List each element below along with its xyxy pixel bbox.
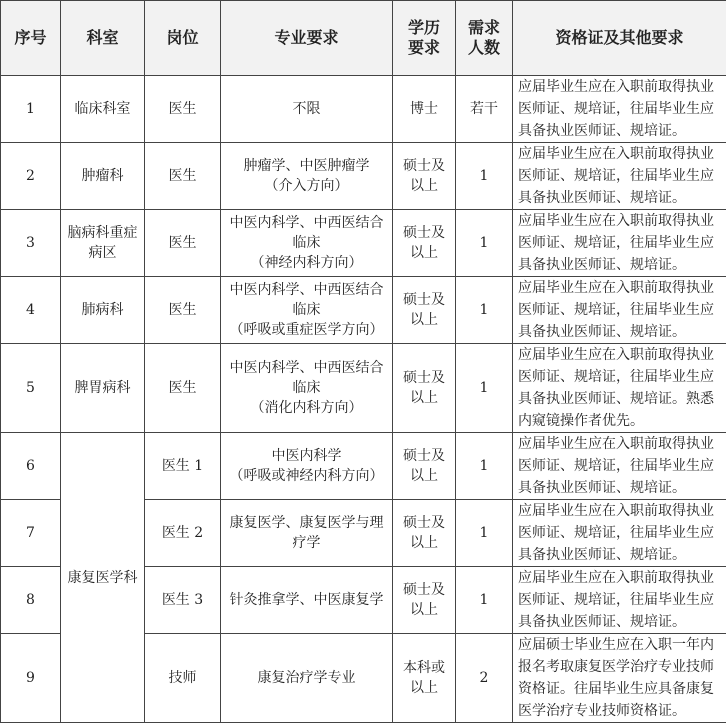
header-dept: 科室 [61, 1, 145, 76]
major-line: 中医内科学、中西医结合 [229, 360, 384, 376]
cell-no: 2 [1, 143, 61, 210]
cell-education [393, 76, 456, 143]
cell-cert: 应届毕业生应在入职前取得执业医师证、规培证，往届毕业生应具备执业医师证、规培证。 [513, 500, 726, 567]
major-line: 康复治疗学专业 [257, 670, 356, 686]
education-line: 硕士及 [403, 292, 445, 308]
cell-major [221, 433, 393, 500]
cell-count: 1 [456, 567, 513, 634]
cell-position: 医生 2 [145, 500, 221, 567]
table-row [1, 277, 726, 344]
cell-no: 8 [1, 567, 61, 634]
cell-count: 1 [456, 277, 513, 344]
major-line: （介入方向） [264, 178, 349, 194]
table-row [1, 433, 726, 500]
major-line: 临床 [292, 380, 321, 396]
education-line: 以上 [410, 178, 438, 194]
cell-position: 医生 1 [145, 433, 221, 500]
cell-education [393, 634, 456, 723]
education-line: 硕士及 [403, 370, 445, 386]
table-row [1, 143, 726, 210]
cell-no: 7 [1, 500, 61, 567]
cell-count: 若干 [456, 76, 513, 143]
cell-education [393, 210, 456, 277]
cell-cert: 应届毕业生应在入职前取得执业医师证、规培证，往届毕业生应具备执业医师证、规培证。 [513, 433, 726, 500]
cell-count: 1 [456, 210, 513, 277]
header-cert: 资格证及其他要求 [513, 1, 726, 76]
cell-dept: 肺病科 [61, 277, 145, 344]
major-line: （消化内科方向） [250, 400, 363, 416]
cell-education [393, 567, 456, 634]
header-education [393, 1, 456, 76]
cell-cert: 应届毕业生应在入职前取得执业医师证、规培证，往届毕业生应具备执业医师证、规培证。熟悉内窥镜操作者优先。 [513, 344, 726, 433]
header-count-line1: 需求 [467, 18, 500, 37]
header-no: 序号 [1, 1, 61, 76]
cell-major [221, 344, 393, 433]
major-line: （呼吸或重症医学方向） [229, 322, 384, 338]
cell-education [393, 344, 456, 433]
cell-position: 医生 3 [145, 567, 221, 634]
cell-no: 3 [1, 210, 61, 277]
cell-position: 医生 [145, 277, 221, 344]
cell-no: 6 [1, 433, 61, 500]
major-line: 临床 [292, 302, 321, 318]
cell-dept: 脾胃病科 [61, 344, 145, 433]
major-line: 中医内科学、中西医结合 [229, 215, 384, 231]
cell-cert: 应届毕业生应在入职前取得执业医师证、规培证，往届毕业生应具备执业医师证、规培证。 [513, 143, 726, 210]
cell-position: 医生 [145, 210, 221, 277]
cell-count: 1 [456, 143, 513, 210]
cell-dept: 临床科室 [61, 76, 145, 143]
major-line: 针灸推拿学、中医康复学 [229, 592, 384, 608]
education-line: 以上 [410, 390, 438, 406]
education-line: 博士 [410, 101, 438, 117]
cell-count: 2 [456, 634, 513, 723]
cell-dept [61, 210, 145, 277]
cell-position: 技师 [145, 634, 221, 723]
header-count-line2: 人数 [467, 38, 500, 57]
cell-count: 1 [456, 500, 513, 567]
cell-education [393, 433, 456, 500]
cell-cert: 应届毕业生应在入职前取得执业医师证、规培证，往届毕业生应具备执业医师证、规培证。 [513, 210, 726, 277]
table-row [1, 76, 726, 143]
cell-major [221, 634, 393, 723]
dept-line: 脑病科重症 [67, 225, 138, 241]
cell-no: 1 [1, 76, 61, 143]
table-row [1, 210, 726, 277]
major-line: 不限 [292, 101, 321, 117]
education-line: 以上 [410, 602, 438, 618]
major-line: 肿瘤学、中医肿瘤学 [243, 158, 370, 174]
header-row [1, 1, 726, 76]
header-education-line2: 要求 [407, 38, 440, 57]
major-line: （神经内科方向） [250, 255, 363, 271]
header-major: 专业要求 [221, 1, 393, 76]
cell-cert: 应届毕业生应在入职前取得执业医师证、规培证，往届毕业生应具备执业医师证、规培证。 [513, 76, 726, 143]
cell-major [221, 277, 393, 344]
cell-cert: 应届毕业生应在入职前取得执业医师证、规培证，往届毕业生应具备执业医师证、规培证。 [513, 567, 726, 634]
cell-major [221, 210, 393, 277]
education-line: 以上 [410, 312, 438, 328]
education-line: 以上 [410, 245, 438, 261]
cell-count: 1 [456, 344, 513, 433]
education-line: 硕士及 [403, 515, 445, 531]
major-line: （呼吸或神经内科方向） [229, 468, 384, 484]
header-education-line1: 学历 [407, 18, 440, 37]
major-line: 中医内科学、中西医结合 [229, 282, 384, 298]
cell-education [393, 500, 456, 567]
education-line: 以上 [410, 468, 438, 484]
cell-count: 1 [456, 433, 513, 500]
cell-dept: 康复医学科 [61, 433, 145, 723]
cell-cert: 应届毕业生应在入职前取得执业医师证、规培证，往届毕业生应具备执业医师证、规培证。 [513, 277, 726, 344]
major-line: 中医内科学 [271, 448, 342, 464]
cell-major [221, 143, 393, 210]
cell-no: 9 [1, 634, 61, 723]
cell-major [221, 76, 393, 143]
major-line: 疗学 [292, 535, 321, 551]
education-line: 本科或 [403, 660, 445, 676]
major-line: 康复医学、康复医学与理 [229, 515, 384, 531]
cell-major [221, 500, 393, 567]
cell-position: 医生 [145, 344, 221, 433]
education-line: 硕士及 [403, 448, 445, 464]
education-line: 以上 [410, 535, 438, 551]
header-count [456, 1, 513, 76]
cell-position: 医生 [145, 143, 221, 210]
cell-no: 5 [1, 344, 61, 433]
dept-line: 病区 [88, 245, 117, 261]
cell-no: 4 [1, 277, 61, 344]
education-line: 硕士及 [403, 158, 445, 174]
major-line: 临床 [292, 235, 321, 251]
cell-education [393, 143, 456, 210]
education-line: 硕士及 [403, 582, 445, 598]
cell-cert: 应届硕士毕业生应在入职一年内报名考取康复医学治疗专业技师资格证。往届毕业生应具备康复医学治疗专业技师资格证。 [513, 634, 726, 723]
table-row [1, 344, 726, 433]
education-line: 以上 [410, 680, 438, 696]
cell-major [221, 567, 393, 634]
cell-education [393, 277, 456, 344]
header-position: 岗位 [145, 1, 221, 76]
cell-dept: 肿瘤科 [61, 143, 145, 210]
cell-position: 医生 [145, 76, 221, 143]
education-line: 硕士及 [403, 225, 445, 241]
